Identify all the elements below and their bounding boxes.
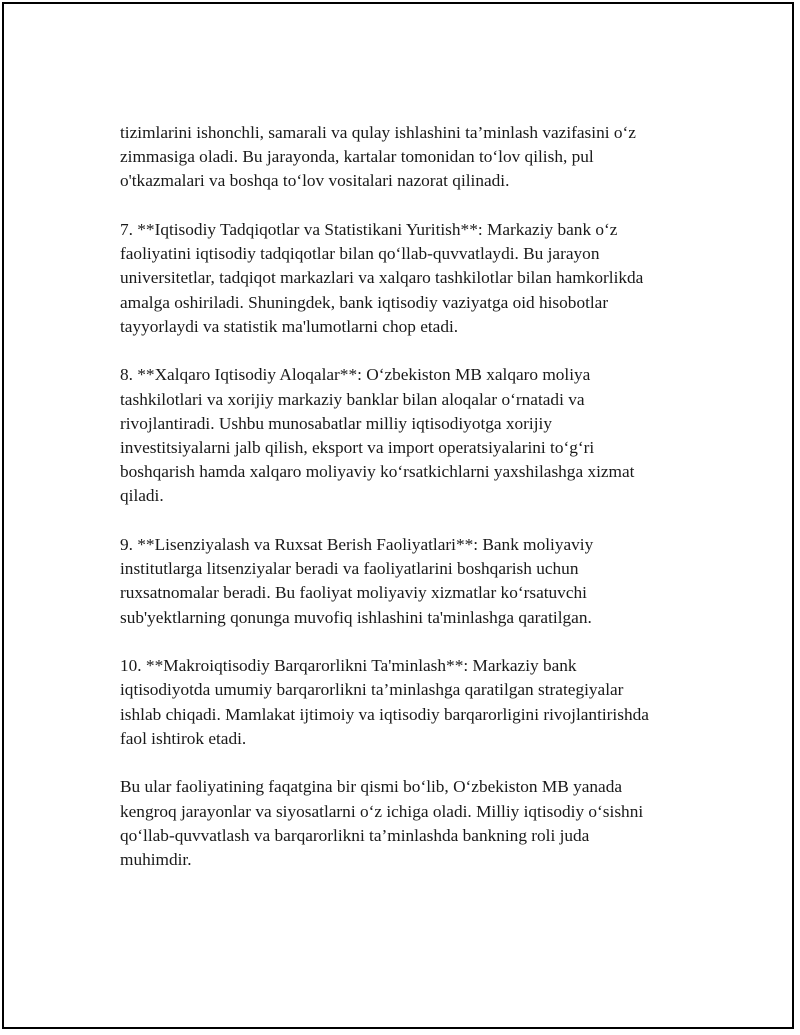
paragraph-conclusion: Bu ular faoliyatining faqatgina bir qismi bo‘lib, O‘zbekiston MB yanada kengroq jarayonlar va siyosatlarni o‘z ichiga oladi. Milliy iqtisodiy o‘sishni qo‘llab-quvvatlash va barqarorlikni ta’minlashda bankning roli juda muhimdir. (120, 777, 644, 870)
paragraph-international-relations: 8. **Xalqaro Iqtisodiy Aloqalar**: O‘zbekiston MB xalqaro moliya tashkilotlari va xorijiy markaziy banklar bilan aloqalar o‘rnatadi va rivojlantiradi. Ushbu munosabatlar milliy iqtisodiyotga xorijiy investitsiyalarni jalb qilish, eksport va import operatsiyalarini to‘g‘ri boshqarish hamda xalqaro moliyaviy ko‘rsatkichlarni yaxshilashga xizmat qiladi. (120, 365, 635, 506)
paragraph-macroeconomic-stability: 10. **Makroiqtisodiy Barqarorlikni Ta'minlash**: Markaziy bank iqtisodiyotda umumiy barqarorlikni ta’minlashga qaratilgan strategiyalar ishlab chiqadi. Mamlakat ijtimoiy va iqtisodiy barqarorligini rivojlantirishda faol ishtirok etadi. (120, 656, 649, 748)
paragraph-economic-research: 7. **Iqtisodiy Tadqiqotlar va Statistikani Yuritish**: Markaziy bank o‘z faoliyatini iqtisodiy tadqiqotlar bilan qo‘llab-quvvatlaydi. Bu jarayon universitetlar, tadqiqot markazlari va xalqaro tashkilotlar bilan hamkorlikda amalga oshiriladi. Shuningdek, bank iqtisodiy vaziyatga oid hisobotlar tayyorlaydi va statistik ma'lumotlarni chop etadi. (120, 220, 644, 336)
document-page (2, 2, 794, 1029)
document-body (120, 121, 700, 897)
paragraph-payment-systems: tizimlarini ishonchli, samarali va qulay ishlashini ta’minlash vazifasini o‘z zimmasiga oladi. Bu jarayonda, kartalar tomonidan to‘lov qilish, pul o'tkazmalari va boshqa to‘lov vositalari nazorat qilinadi. (120, 123, 636, 191)
paragraph-licensing: 9. **Lisenziyalash va Ruxsat Berish Faoliyatlari**: Bank moliyaviy institutlarga litsenziyalar beradi va faoliyatlarini boshqarish uchun ruxsatnomalar beradi. Bu faoliyat moliyaviy xizmatlar ko‘rsatuvchi sub'yektlarning qonunga muvofiq ishlashini ta'minlashga qaratilgan. (120, 535, 594, 627)
